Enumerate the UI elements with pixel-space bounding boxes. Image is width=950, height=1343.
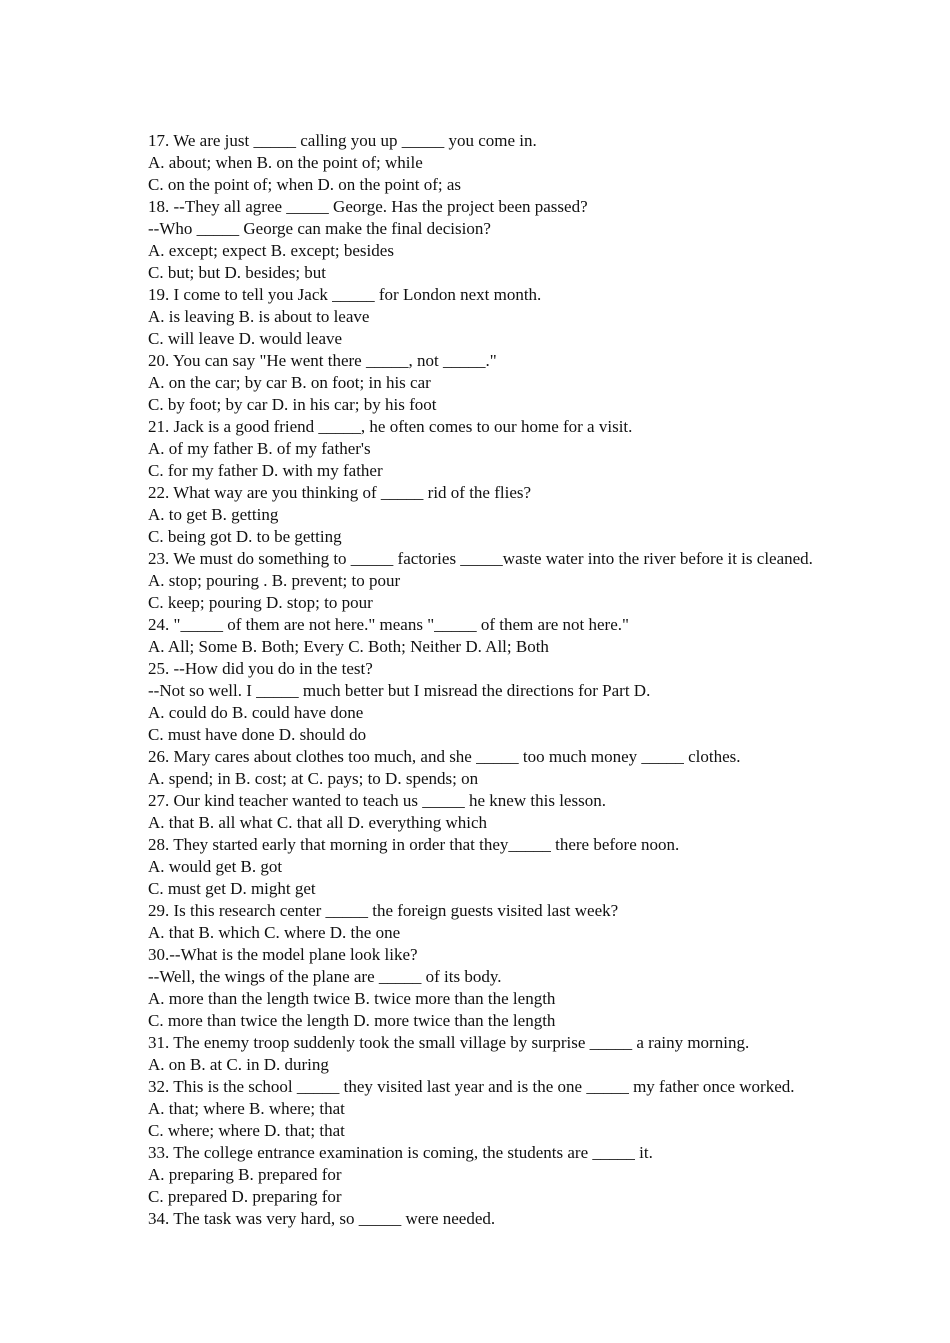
text-line: 32. This is the school _____ they visited last year and is the one _____ my father once worked. xyxy=(148,1077,795,1096)
text-line: 21. Jack is a good friend _____, he often comes to our home for a visit. xyxy=(148,417,633,436)
text-line: 19. I come to tell you Jack _____ for London next month. xyxy=(148,285,542,304)
text-line: A. that B. all what C. that all D. everything which xyxy=(148,813,487,832)
text-line: 30.--What is the model plane look like? xyxy=(148,945,418,964)
text-line: A. could do B. could have done xyxy=(148,703,364,722)
text-line: A. All; Some B. Both; Every C. Both; Neither D. All; Both xyxy=(148,637,549,656)
text-line: 26. Mary cares about clothes too much, and she _____ too much money _____ clothes. xyxy=(148,747,741,766)
text-line: 27. Our kind teacher wanted to teach us _____ he knew this lesson. xyxy=(148,791,606,810)
text-line: A. stop; pouring . B. prevent; to pour xyxy=(148,571,401,590)
text-line: A. preparing B. prepared for xyxy=(148,1165,342,1184)
text-line: 25. --How did you do in the test? xyxy=(148,659,373,678)
text-line: C. by foot; by car D. in his car; by his foot xyxy=(148,395,437,414)
text-line: C. for my father D. with my father xyxy=(148,461,383,480)
text-line: C. where; where D. that; that xyxy=(148,1121,345,1140)
text-line: C. on the point of; when D. on the point of; as xyxy=(148,175,462,194)
text-line: 23. We must do something to _____ factories _____waste water into the river before it is cleaned. xyxy=(148,549,813,568)
text-line: A. would get B. got xyxy=(148,857,283,876)
text-line: --Well, the wings of the plane are _____ of its body. xyxy=(148,967,502,986)
text-line: C. but; but D. besides; but xyxy=(148,263,327,282)
text-line: A. that B. which C. where D. the one xyxy=(148,923,401,942)
text-line: 24. "_____ of them are not here." means "_____ of them are not here." xyxy=(148,615,629,634)
text-line: 17. We are just _____ calling you up _____ you come in. xyxy=(148,131,537,150)
text-line: C. must get D. might get xyxy=(148,879,316,898)
text-line: --Who _____ George can make the final decision? xyxy=(148,219,491,238)
text-line: C. being got D. to be getting xyxy=(148,527,342,546)
text-line: A. about; when B. on the point of; while xyxy=(148,153,423,172)
text-line: 22. What way are you thinking of _____ rid of the flies? xyxy=(148,483,532,502)
text-line: A. on B. at C. in D. during xyxy=(148,1055,329,1074)
text-line: 20. You can say "He went there _____, not _____." xyxy=(148,351,497,370)
text-line: A. is leaving B. is about to leave xyxy=(148,307,370,326)
text-line: 28. They started early that morning in order that they_____ there before noon. xyxy=(148,835,680,854)
text-line: C. must have done D. should do xyxy=(148,725,367,744)
text-line: 34. The task was very hard, so _____ were needed. xyxy=(148,1209,496,1228)
text-line: --Not so well. I _____ much better but I misread the directions for Part D. xyxy=(148,681,651,700)
text-line: A. except; expect B. except; besides xyxy=(148,241,394,260)
text-line: A. spend; in B. cost; at C. pays; to D. spends; on xyxy=(148,769,479,788)
text-line: C. more than twice the length D. more twice than the length xyxy=(148,1011,556,1030)
text-line: C. will leave D. would leave xyxy=(148,329,343,348)
exercise-content xyxy=(104,130,844,1230)
text-line: 18. --They all agree _____ George. Has the project been passed? xyxy=(148,197,588,216)
text-line: A. on the car; by car B. on foot; in his car xyxy=(148,373,431,392)
text-line: A. of my father B. of my father's xyxy=(148,439,371,458)
text-line: 33. The college entrance examination is coming, the students are _____ it. xyxy=(148,1143,653,1162)
text-line: 29. Is this research center _____ the foreign guests visited last week? xyxy=(148,901,619,920)
text-line: C. prepared D. preparing for xyxy=(148,1187,342,1206)
text-line: A. that; where B. where; that xyxy=(148,1099,345,1118)
text-line: A. to get B. getting xyxy=(148,505,279,524)
text-line: A. more than the length twice B. twice more than the length xyxy=(148,989,556,1008)
text-line: C. keep; pouring D. stop; to pour xyxy=(148,593,373,612)
text-line: 31. The enemy troop suddenly took the small village by surprise _____ a rainy morning. xyxy=(148,1033,750,1052)
